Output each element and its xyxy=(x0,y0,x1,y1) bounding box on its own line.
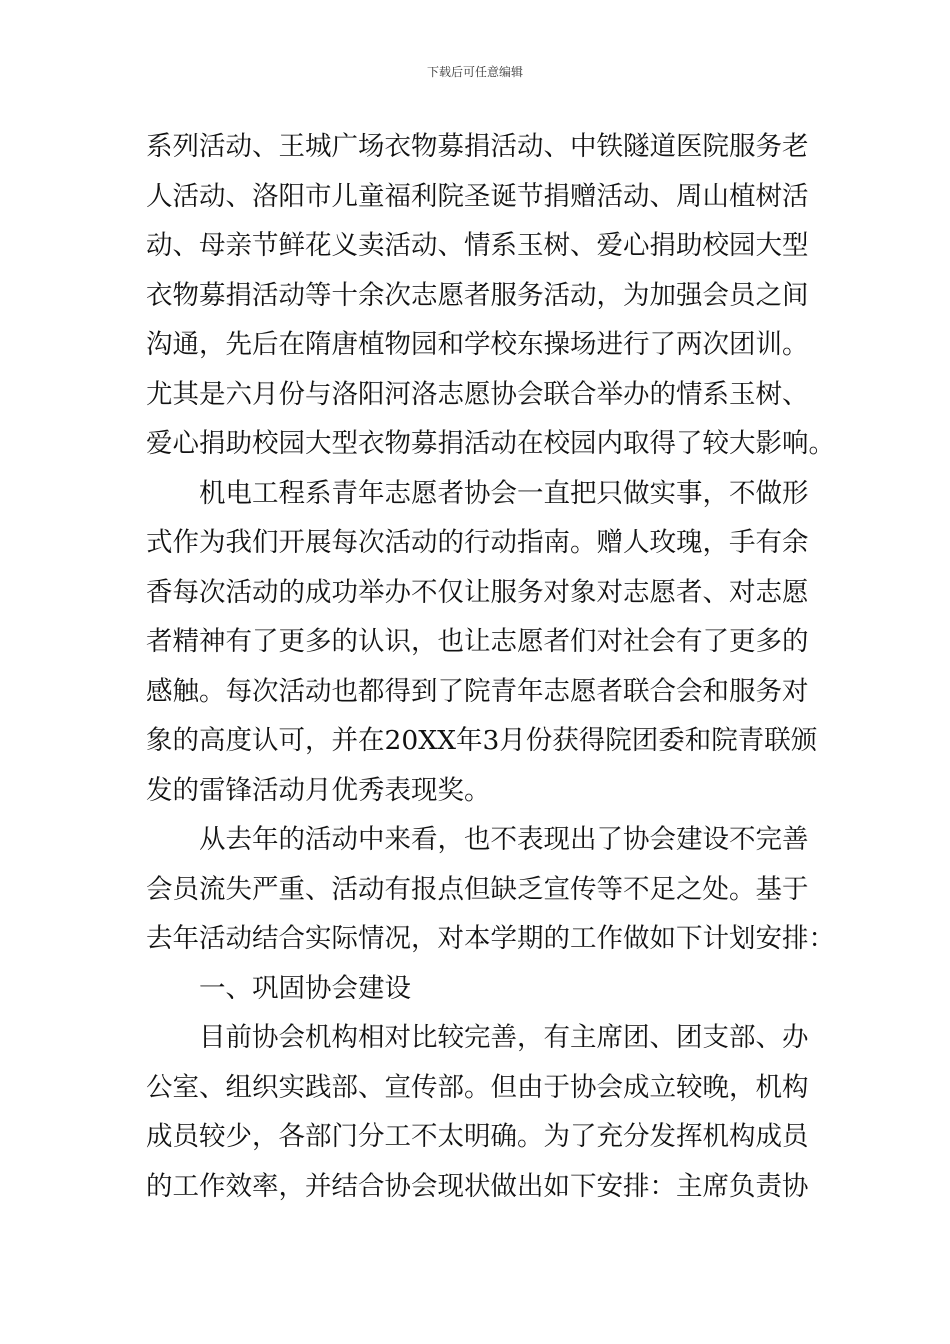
paragraph-last-line: 发的雷锋活动月优秀表现奖。 xyxy=(146,774,491,806)
paragraph-first-line: 目前协会机构相对比较完善，有主席团、团支部、办 xyxy=(199,1022,809,1053)
text-line: 去年活动结合实际情况，对本学期的工作做如下计划安排： xyxy=(146,923,835,954)
text-line: 象的高度认可，并在20XX年3月份获得院团委和院青联颁 xyxy=(146,725,818,756)
section-heading: 一、巩固协会建设 xyxy=(199,972,411,1004)
text-line: 衣物募捐活动等十余次志愿者服务活动，为加强会员之间 xyxy=(146,279,809,311)
text-line: 式作为我们开展每次活动的行动指南。赠人玫瑰，手有余 xyxy=(146,527,809,558)
text-line: 会员流失严重、活动有报点但缺乏宣传等不足之处。基于 xyxy=(146,873,809,905)
document-body xyxy=(146,122,835,1211)
text-line: 尤其是六月份与洛阳河洛志愿协会联合举办的情系玉树、 xyxy=(146,378,809,410)
text-line: 公室、组织实践部、宣传部。但由于协会成立较晚，机构 xyxy=(146,1071,809,1103)
text-line: 沟通，先后在隋唐植物园和学校东操场进行了两次团训。 xyxy=(146,329,809,360)
text-line: 爱心捐助校园大型衣物募捐活动在校园内取得了较大影响。 xyxy=(146,428,835,459)
text-line: 人活动、洛阳市儿童福利院圣诞节捐赠活动、周山植树活 xyxy=(146,180,809,212)
text-line: 系列活动、王城广场衣物募捐活动、中铁隧道医院服务老 xyxy=(146,131,809,162)
text-line: 的工作效率，并结合协会现状做出如下安排：主席负责协 xyxy=(146,1170,809,1202)
text-line: 动、母亲节鲜花义卖活动、情系玉树、爱心捐助校园大型 xyxy=(146,230,809,261)
paragraph-first-line: 从去年的活动中来看，也不表现出了协会建设不完善 xyxy=(199,824,809,855)
text-line: 香每次活动的成功举办不仅让服务对象对志愿者、对志愿 xyxy=(146,576,809,608)
text-line: 者精神有了更多的认识，也让志愿者们对社会有了更多的 xyxy=(146,626,809,657)
text-line: 成员较少，各部门分工不太明确。为了充分发挥机构成员 xyxy=(146,1121,809,1152)
text-line: 感触。每次活动也都得到了院青年志愿者联合会和服务对 xyxy=(146,675,809,707)
paragraph-first-line: 机电工程系青年志愿者协会一直把只做实事，不做形 xyxy=(199,477,809,509)
page-header: 下载后可任意编辑 xyxy=(426,65,523,79)
